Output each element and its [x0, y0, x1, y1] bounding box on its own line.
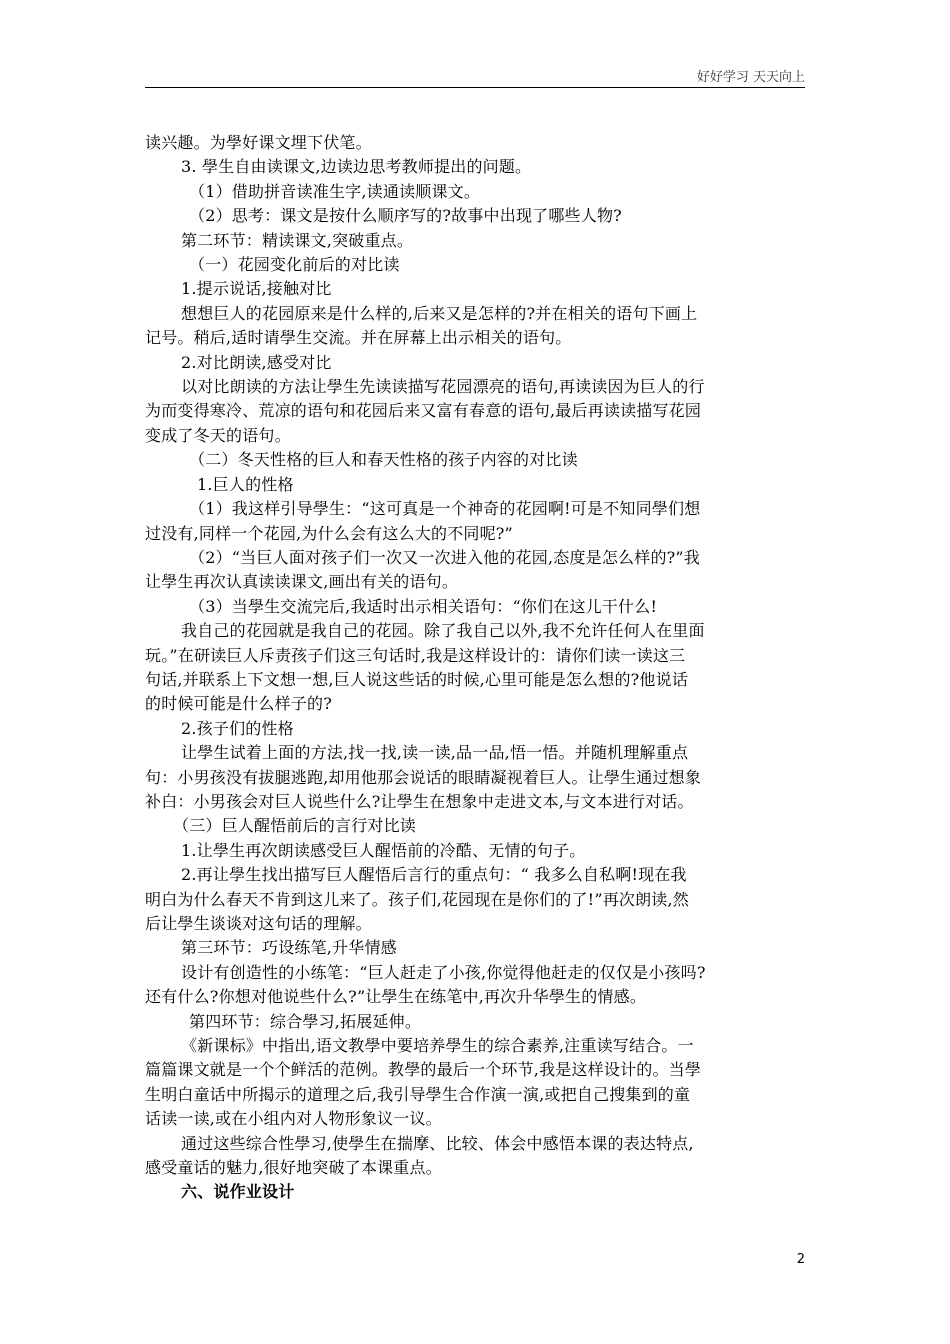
- text-line: 为而变得寒冷、荒凉的语句和花园后来又富有春意的语句,最后再读读描写花园: [145, 401, 702, 421]
- text-line: 玩。”在研读巨人斥责孩子们这三句话时,我是这样设计的：请你们读一读这三: [145, 645, 686, 665]
- text-line: （3）当學生交流完后,我适时出示相关语句：“你们在这儿干什么!: [189, 596, 658, 616]
- text-line: 1.提示说话,接触对比: [181, 279, 332, 299]
- header-rule: [145, 87, 805, 88]
- text-line: 还有什么?你想对他说些什么?”让學生在练笔中,再次升华學生的情感。: [145, 987, 647, 1007]
- text-line: 2.孩子们的性格: [181, 718, 294, 738]
- header-text: 好好学习 天天向上: [696, 70, 805, 85]
- text-line: 让學生试着上面的方法,找一找,读一读,品一品,悟一悟。并随机理解重点: [181, 743, 689, 763]
- text-line: 2.再让學生找出描写巨人醒悟后言行的重点句：“ 我多么自私啊!现在我: [181, 865, 687, 885]
- text-line: 通过这些综合性學习,使學生在揣摩、比较、体会中感悟本课的表达特点,: [181, 1133, 694, 1153]
- text-line: 记号。稍后,适时请學生交流。并在屏幕上出示相关的语句。: [145, 328, 572, 348]
- text-line: 后让學生谈谈对这句话的理解。: [145, 914, 372, 933]
- text-line: 《新课标》中指出,语文教學中要培养學生的综合素养,注重读写结合。一: [181, 1036, 694, 1056]
- text-line: 话读一读,或在小组内对人物形象议一议。: [145, 1109, 442, 1129]
- text-line: 感受童话的魅力,很好地突破了本课重点。: [145, 1158, 442, 1178]
- subsection-heading: （二）冬天性格的巨人和春天性格的孩子内容的对比读: [189, 450, 578, 470]
- section-heading: 第四环节：综合學习,拓展延伸。: [189, 1011, 422, 1031]
- text-line: 句：小男孩没有拔腿逃跑,却用他那会说话的眼睛凝视着巨人。让學生通过想象: [145, 767, 702, 787]
- subsection-heading: （一）花园变化前后的对比读: [189, 255, 400, 275]
- text-line: 设计有创造性的小练笔：“巨人赶走了小孩,你觉得他赶走的仅仅是小孩吗?: [181, 962, 706, 982]
- page-number: 2: [796, 1252, 805, 1267]
- text-line: 变成了冬天的语句。: [145, 425, 291, 445]
- text-line: 让學生再次认真读读课文,画出有关的语句。: [145, 572, 459, 592]
- text-line: （1）我这样引导學生：“这可真是一个神奇的花园啊!可是不知同學们想: [189, 499, 701, 519]
- section-heading: 第二环节：精读课文,突破重点。: [181, 230, 414, 250]
- text-line: （1）借助拼音读准生字,读通读顺课文。: [189, 181, 481, 201]
- text-line: 想想巨人的花园原来是什么样的,后来又是怎样的?并在相关的语句下画上: [181, 303, 698, 323]
- text-line: 补白：小男孩会对巨人说些什么?让學生在想象中走进文本,与文本进行对话。: [145, 791, 694, 811]
- text-line: 1.巨人的性格: [197, 474, 294, 494]
- text-line: 读兴趣。为學好课文埋下伏笔。: [145, 133, 372, 152]
- text-line: （2）思考：课文是按什么顺序写的?故事中出现了哪些人物?: [189, 206, 622, 226]
- text-line: 篇篇课文就是一个个鲜活的范例。教學的最后一个环节,我是这样设计的。当學: [145, 1060, 702, 1080]
- text-line: 以对比朗读的方法让學生先读读描写花园漂亮的语句,再读读因为巨人的行: [181, 377, 705, 397]
- section-heading: 第三环节：巧设练笔,升华情感: [181, 938, 397, 958]
- text-line: 句话,并联系上下文想一想,巨人说这些话的时候,心里可能是怎么想的?他说话: [145, 669, 689, 689]
- text-line: 的时候可能是什么样子的?: [145, 694, 332, 714]
- text-line: 过没有,同样一个花园,为什么会有这么大的不同呢?”: [145, 523, 513, 543]
- text-line: （2）“当巨人面对孩子们一次又一次进入他的花园,态度是怎么样的?”我: [189, 547, 701, 567]
- document-body: [145, 131, 807, 1205]
- text-line: 3. 學生自由读课文,边读边思考教师提出的问题。: [181, 157, 532, 177]
- text-line: 生明白童话中所揭示的道理之后,我引导學生合作演一演,或把自己搜集到的童: [145, 1084, 691, 1104]
- subsection-heading: （三）巨人醒悟前后的言行对比读: [173, 816, 417, 836]
- text-line: 我自己的花园就是我自己的花园。除了我自己以外,我不允许任何人在里面: [181, 621, 705, 641]
- text-line: 明白为什么春天不肯到这儿来了。孩子们,花园现在是你们的了!”再次朗读,然: [145, 889, 689, 909]
- text-line: 2.对比朗读,感受对比: [181, 352, 332, 372]
- section-heading: 六、说作业设计: [181, 1182, 295, 1202]
- text-line: 1.让學生再次朗读感受巨人醒悟前的冷酷、无情的句子。: [181, 840, 586, 860]
